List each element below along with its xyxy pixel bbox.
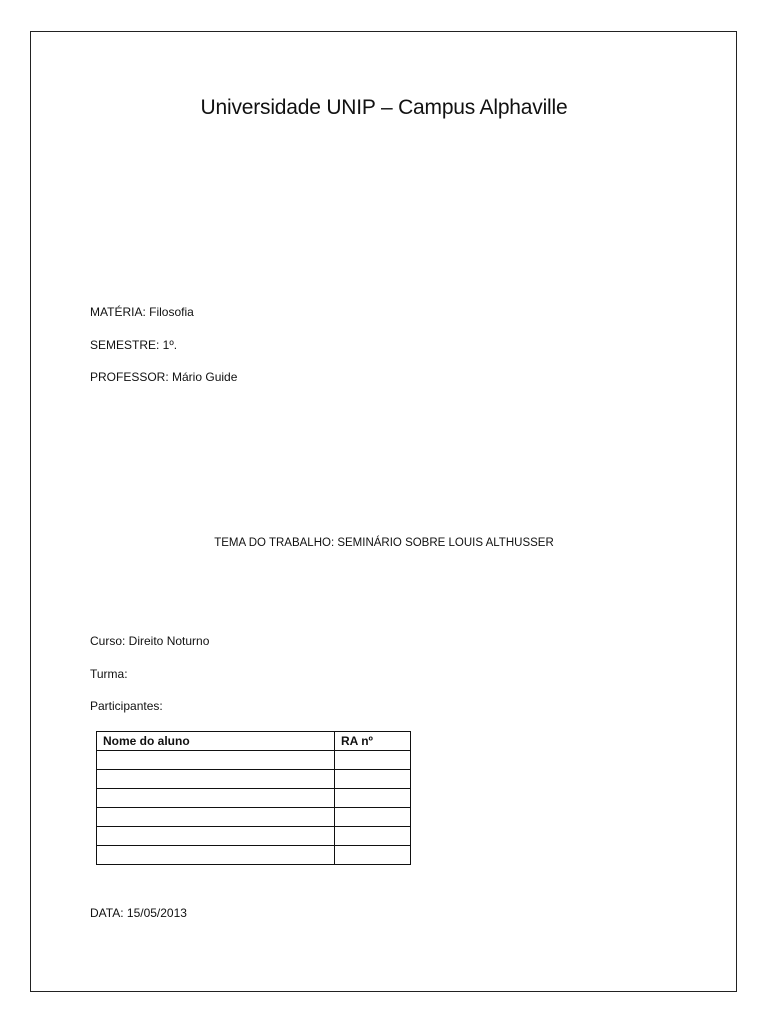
table-row bbox=[97, 789, 411, 808]
date-line: DATA: 15/05/2013 bbox=[90, 906, 187, 920]
professor-line: PROFESSOR: Mário Guide bbox=[90, 370, 238, 384]
ra-number-cell[interactable] bbox=[335, 808, 411, 827]
student-name-cell[interactable] bbox=[97, 846, 335, 865]
assignment-theme: TEMA DO TRABALHO: SEMINÁRIO SOBRE LOUIS ALTHUSSER bbox=[214, 537, 554, 549]
student-name-cell[interactable] bbox=[97, 789, 335, 808]
table-row bbox=[97, 846, 411, 865]
column-header-student-name: Nome do aluno bbox=[97, 732, 335, 751]
ra-number-cell[interactable] bbox=[335, 751, 411, 770]
table-row bbox=[97, 827, 411, 846]
student-name-cell[interactable] bbox=[97, 770, 335, 789]
ra-number-cell[interactable] bbox=[335, 846, 411, 865]
table-row bbox=[97, 770, 411, 789]
course-line: Curso: Direito Noturno bbox=[90, 634, 210, 648]
ra-number-cell[interactable] bbox=[335, 827, 411, 846]
table-row bbox=[97, 808, 411, 827]
table-header-row bbox=[97, 732, 411, 751]
column-header-ra-number: RA nº bbox=[335, 732, 411, 751]
ra-number-cell[interactable] bbox=[335, 789, 411, 808]
student-name-cell[interactable] bbox=[97, 751, 335, 770]
table-row bbox=[97, 751, 411, 770]
student-name-cell[interactable] bbox=[97, 808, 335, 827]
class-line: Turma: bbox=[90, 667, 128, 681]
page-title: Universidade UNIP – Campus Alphaville bbox=[200, 96, 568, 119]
subject-line: MATÉRIA: Filosofia bbox=[90, 305, 194, 319]
participants-table bbox=[96, 731, 411, 865]
student-name-cell[interactable] bbox=[97, 827, 335, 846]
semester-line: SEMESTRE: 1º. bbox=[90, 338, 178, 352]
participants-label: Participantes: bbox=[90, 699, 163, 713]
ra-number-cell[interactable] bbox=[335, 770, 411, 789]
